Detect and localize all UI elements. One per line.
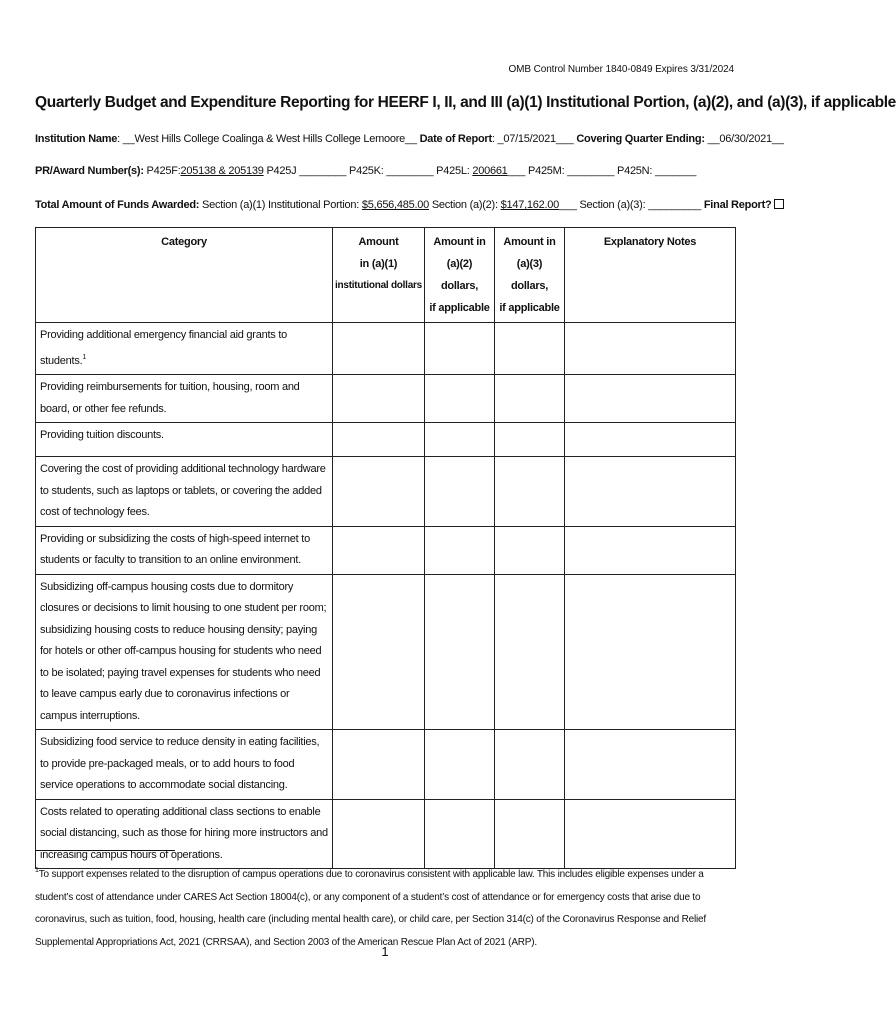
header-a1-line3: institutional dollars: [335, 280, 422, 291]
row-notes-cell[interactable]: [565, 323, 736, 375]
row-a1-amount-cell[interactable]: [333, 375, 425, 423]
row-a1-amount-cell[interactable]: [333, 423, 425, 457]
table-row: [36, 730, 736, 800]
header-a1-line2: in (a)(1): [359, 258, 398, 270]
a2-label: Section (a)(2):: [431, 199, 498, 211]
header-a3-line2: (a)(3) dollars,: [510, 258, 549, 292]
award-label: PR/Award Number(s):: [35, 165, 144, 177]
row-a2-amount-cell[interactable]: [425, 323, 495, 375]
table-row: [36, 799, 736, 869]
row-a2-amount-cell[interactable]: [425, 574, 495, 730]
table-row: [36, 574, 736, 730]
row-a1-amount-cell[interactable]: [333, 526, 425, 574]
row-a3-amount-cell[interactable]: [495, 730, 565, 800]
date-label: Date of Report: [419, 133, 492, 145]
table-header-row: [36, 228, 736, 323]
row-a1-amount-cell[interactable]: [333, 323, 425, 375]
p425n-label: P425N:: [616, 165, 653, 177]
row-a1-amount-cell[interactable]: [333, 457, 425, 527]
row-notes-cell[interactable]: [565, 457, 736, 527]
row-a3-amount-cell[interactable]: [495, 799, 565, 869]
row-a2-amount-cell[interactable]: [425, 799, 495, 869]
p425m-label: P425M:: [527, 165, 565, 177]
row-a1-amount-cell[interactable]: [333, 730, 425, 800]
table-row: [36, 423, 736, 457]
row-notes-cell[interactable]: [565, 799, 736, 869]
row-a1-amount-cell[interactable]: [333, 574, 425, 730]
table-row: [36, 375, 736, 423]
table-row: [36, 323, 736, 375]
row-category: Providing or subsidizing the costs of high-speed internet to students or faculty to transition to an online environment.: [36, 526, 333, 574]
a2-value: $147,162.00: [500, 199, 560, 211]
row-category: Providing reimbursements for tuition, housing, room and board, or other fee refunds.: [36, 375, 333, 423]
footnote: [35, 860, 740, 954]
row-a2-amount-cell[interactable]: [425, 423, 495, 457]
p425f-value: 205138 & 205139: [180, 165, 264, 177]
footnote-ref: 1: [82, 353, 87, 361]
p425l-trail: ___: [507, 165, 526, 177]
table-row: [36, 457, 736, 527]
a1-label: Section (a)(1) Institutional Portion:: [202, 199, 360, 211]
row-a2-amount-cell[interactable]: [425, 730, 495, 800]
header-a2-line2: (a)(2) dollars,: [440, 258, 479, 292]
row-notes-cell[interactable]: [565, 574, 736, 730]
page-title: Quarterly Budget and Expenditure Reporting for HEERF I, II, and III (a)(1) Institutional Portion, (a)(2), and (a)(3), if applicable: [35, 94, 896, 111]
row-a3-amount-cell[interactable]: [495, 423, 565, 457]
footnote-mark: 1: [35, 867, 39, 874]
row-category: Covering the cost of providing additional technology hardware to students, such as laptops or tablets, or covering the added cost of technology fees.: [36, 457, 333, 527]
p425k-label: P425K:: [348, 165, 384, 177]
a1-value: $5,656,485.00: [361, 199, 430, 211]
header-notes: Explanatory Notes: [565, 228, 736, 323]
row-category: Subsidizing off-campus housing costs due to dormitory closures or decisions to limit housing to one student per room; subsidizing housing costs to reduce housing density; paying for hotels or other off-campus housing for students who need to be isolated; paying travel expenses for students who need to leave campus early due to coronavirus infections or campus interruptions.: [36, 574, 333, 730]
quarter-value: __06/30/2021__: [707, 133, 784, 145]
a3-label: Section (a)(3):: [579, 199, 646, 211]
header-a2-amount: [425, 228, 495, 323]
row-a3-amount-cell[interactable]: [495, 323, 565, 375]
final-report-checkbox[interactable]: [774, 199, 784, 209]
final-report-label: Final Report?: [703, 199, 772, 211]
header-category: Category: [36, 228, 333, 323]
funds-awarded-line: [35, 199, 784, 211]
footnote-text: To support expenses related to the disruption of campus operations due to coronavirus consistent with applicable law. This includes eligible expenses under a student’s cost of attendance under CARES Act Section 18004(c), or any component of a student’s cost of attendance or for emergency costs that arise due to coronavirus, such as tuition, food, housing, health care (including mental health care), or child care, per Section 314(c) of the Coronavirus Response and Relief Supplemental Appropriations Act, 2021 (CRRSAA), and Section 2003 of the American Rescue Plan Act of 2021 (ARP).: [35, 869, 706, 948]
row-a3-amount-cell[interactable]: [495, 457, 565, 527]
p425l-label: P425L:: [436, 165, 470, 177]
p425j-value: ________: [299, 165, 347, 177]
row-notes-cell[interactable]: [565, 526, 736, 574]
p425m-value: ________: [567, 165, 615, 177]
row-notes-cell[interactable]: [565, 423, 736, 457]
award-numbers-line: [35, 165, 696, 177]
a2-trail: ___: [559, 199, 577, 211]
page-number: 1: [381, 944, 389, 959]
row-a2-amount-cell[interactable]: [425, 457, 495, 527]
row-a3-amount-cell[interactable]: [495, 526, 565, 574]
institution-line: Institution Name: __West Hills College Coalinga & West Hills College Lemoore__ Date of Report: _07/15/2021___ Covering Quarter Ending: __06/30/2021__: [35, 133, 784, 145]
row-a3-amount-cell[interactable]: [495, 375, 565, 423]
a3-value: _________: [648, 199, 702, 211]
row-category: Providing tuition discounts.: [36, 423, 333, 457]
table-row: [36, 526, 736, 574]
row-a2-amount-cell[interactable]: [425, 526, 495, 574]
funds-label: Total Amount of Funds Awarded:: [35, 199, 200, 211]
p425f-label: P425F:: [146, 165, 181, 177]
row-a1-amount-cell[interactable]: [333, 799, 425, 869]
footnote-divider: [35, 850, 175, 851]
header-a3-amount: [495, 228, 565, 323]
row-a2-amount-cell[interactable]: [425, 375, 495, 423]
quarter-label: Covering Quarter Ending:: [576, 133, 705, 145]
omb-control-number: OMB Control Number 1840-0849 Expires 3/31/2024: [508, 64, 734, 75]
date-value: _07/15/2021___: [497, 133, 574, 145]
row-a3-amount-cell[interactable]: [495, 574, 565, 730]
header-a2-line1: Amount in: [433, 236, 486, 248]
expenditure-table: [35, 227, 736, 869]
institution-value: __West Hills College Coalinga & West Hills College Lemoore__: [122, 133, 417, 145]
row-category: Subsidizing food service to reduce density in eating facilities, to provide pre-packaged meals, or to add hours to food service operations to accommodate social distancing.: [36, 730, 333, 800]
row-category: Costs related to operating additional class sections to enable social distancing, such as those for hiring more instructors and increasing campus hours of operations.: [36, 799, 333, 869]
institution-label: Institution Name: [35, 133, 118, 145]
header-a3-line1: Amount in: [503, 236, 556, 248]
row-category-text: Providing additional emergency financial aid grants to students.: [40, 329, 287, 367]
header-a2-line3: if applicable: [429, 302, 490, 314]
row-notes-cell[interactable]: [565, 375, 736, 423]
p425j-label: P425J: [266, 165, 297, 177]
row-notes-cell[interactable]: [565, 730, 736, 800]
p425n-value: _______: [655, 165, 697, 177]
header-a3-line3: if applicable: [499, 302, 560, 314]
header-a1-line1: Amount: [358, 236, 399, 248]
p425k-value: ________: [386, 165, 434, 177]
p425l-value: 200661: [472, 165, 508, 177]
header-a1-amount: [333, 228, 425, 323]
row-category: [36, 323, 333, 375]
